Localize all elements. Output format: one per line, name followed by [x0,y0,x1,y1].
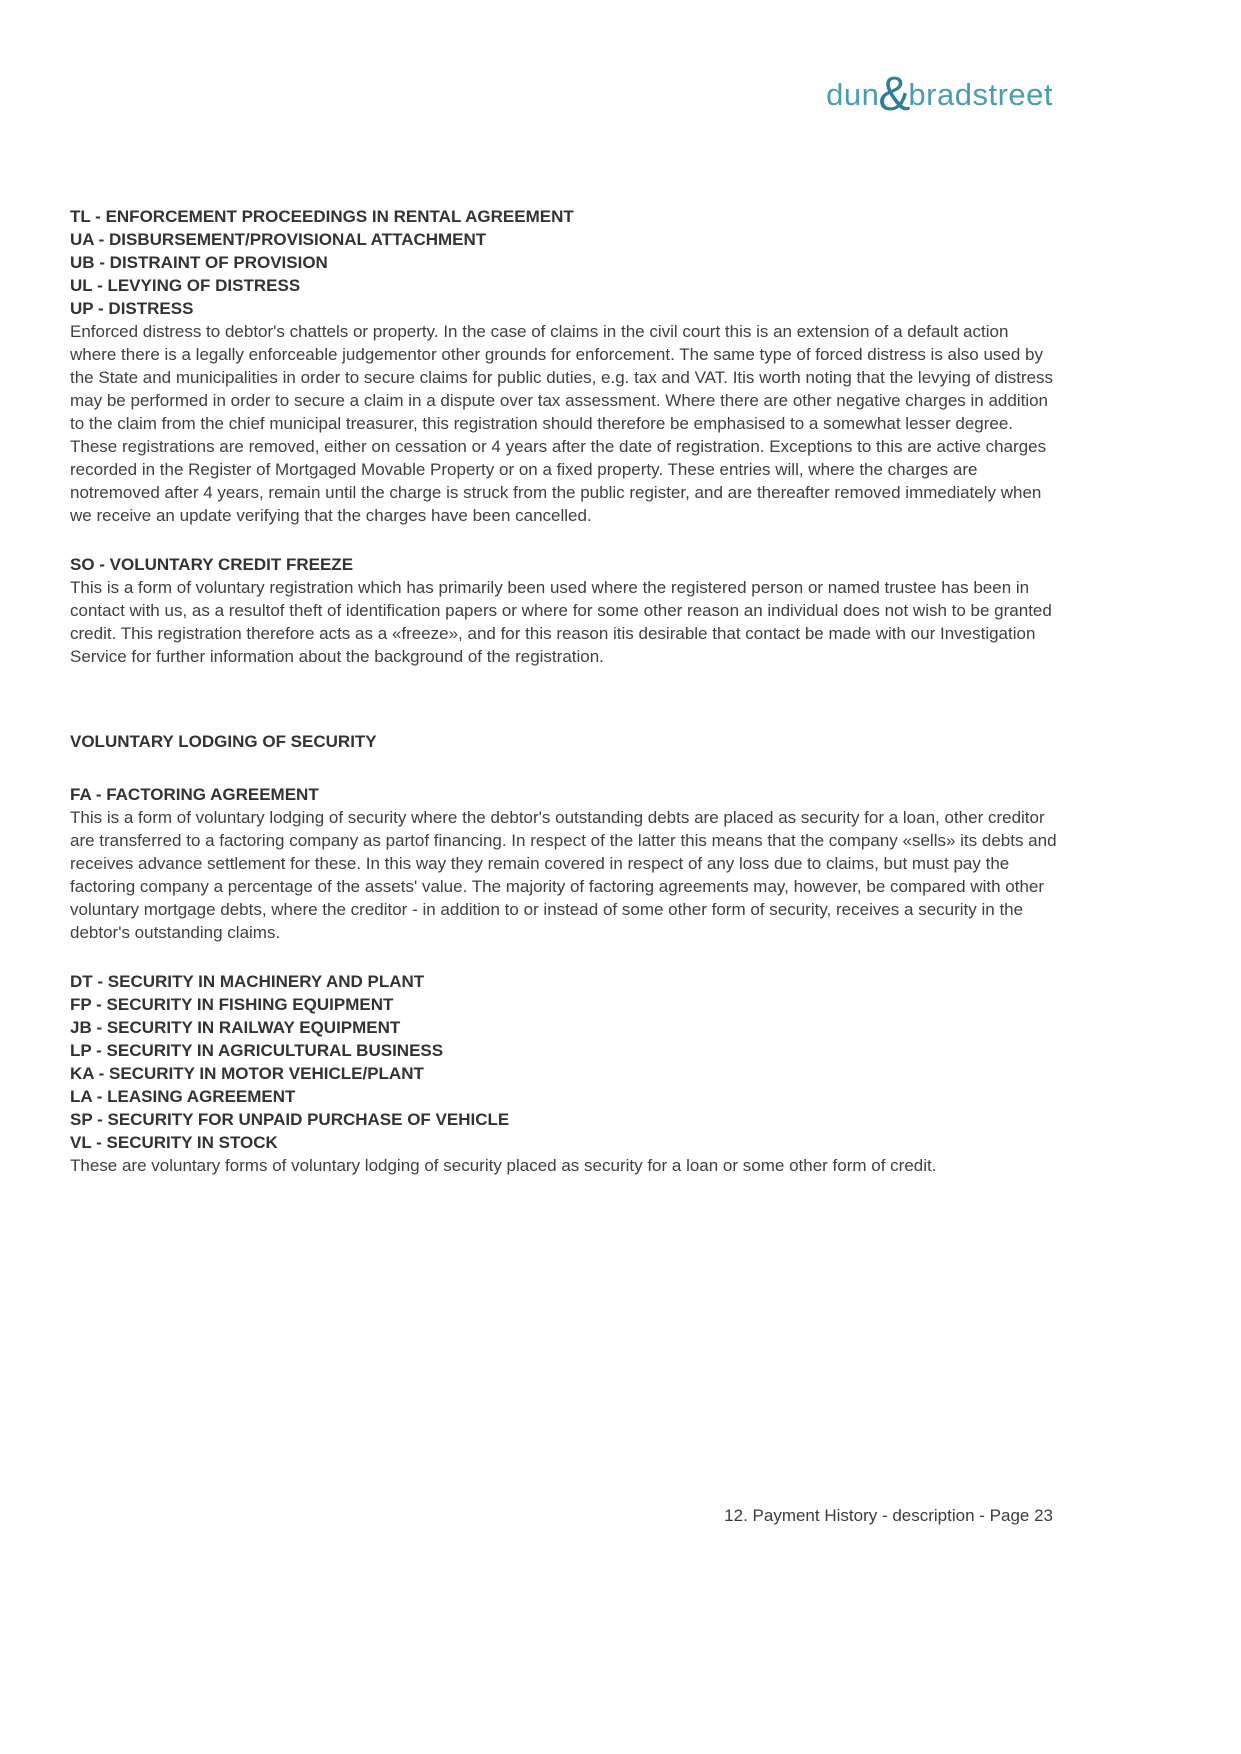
section-enforcement-codes [70,205,1058,527]
factoring-description: This is a form of voluntary lodging of security where the debtor's outstanding debts are placed as security for a loan, other creditor are transferred to a factoring company as partof financing. In respect of the latter this means that the company «sells» its debts and receives advance settlement for these. In this way they remain covered in respect of any loss due to claims, but must pay the factoring company a percentage of the assets' value. The majority of factoring agreements may, however, be compared with other voluntary mortgage debts, where the creditor - in addition to or instead of some other form of security, receives a security in the debtor's outstanding claims. [70,808,1057,942]
code-heading-ub: UB - DISTRAINT OF PROVISION [70,253,328,272]
enforcement-description: Enforced distress to debtor's chattels or property. In the case of claims in the civil court this is an extension of a default action where there is a legally enforceable judgementor other grounds for enforcement. The same type of forced distress is also used by the State and municipalities in order to secure claims for public duties, e.g. tax and VAT. Itis worth noting that the levying of distress may be performed in order to secure a claim in a dispute over tax assessment. Where there are other negative charges in addition to the claim from the chief municipal treasurer, this registration should therefore be emphasised to a somewhat lesser degree. These registrations are removed, either on cessation or 4 years after the date of registration. Exceptions to this are active charges recorded in the Register of Mortgaged Movable Property or on a fixed property. These entries will, where the charges are notremoved after 4 years, remain until the charge is struck from the public register, and are thereafter removed immediately when we receive an update verifying that the charges have been cancelled. [70,322,1054,525]
section-credit-freeze [70,553,1058,668]
code-heading-la: LA - LEASING AGREEMENT [70,1087,296,1106]
code-heading-fa: FA - FACTORING AGREEMENT [70,785,319,804]
code-heading-jb: JB - SECURITY IN RAILWAY EQUIPMENT [70,1018,401,1037]
code-heading-ka: KA - SECURITY IN MOTOR VEHICLE/PLANT [70,1064,424,1083]
code-heading-vl: VL - SECURITY IN STOCK [70,1133,278,1152]
code-heading-sp: SP - SECURITY FOR UNPAID PURCHASE OF VEHICLE [70,1110,510,1129]
code-heading-so: SO - VOLUNTARY CREDIT FREEZE [70,555,354,574]
document-content [70,205,1058,1177]
section-voluntary-lodging [70,730,1058,753]
page-footer: 12. Payment History - description - Page 23 [724,1506,1053,1525]
code-heading-lp: LP - SECURITY IN AGRICULTURAL BUSINESS [70,1041,444,1060]
voluntary-lodging-title: VOLUNTARY LODGING OF SECURITY [70,732,377,751]
logo-text-bradstreet: bradstreet [908,77,1053,112]
logo-ampersand-icon: & [878,68,911,121]
code-heading-ua: UA - DISBURSEMENT/PROVISIONAL ATTACHMENT [70,230,487,249]
logo-text-dun: dun [826,77,880,112]
section-factoring [70,783,1058,944]
code-heading-dt: DT - SECURITY IN MACHINERY AND PLANT [70,972,425,991]
section-security-codes [70,970,1058,1177]
brand-logo [826,66,1053,121]
security-codes-description: These are voluntary forms of voluntary lodging of security placed as security for a loan or some other form of credit. [70,1156,937,1175]
code-heading-fp: FP - SECURITY IN FISHING EQUIPMENT [70,995,394,1014]
code-heading-tl: TL - ENFORCEMENT PROCEEDINGS IN RENTAL AGREEMENT [70,207,574,226]
credit-freeze-description: This is a form of voluntary registration which has primarily been used where the registered person or named trustee has been in contact with us, as a resultof theft of identification papers or where for some other reason an individual does not wish to be granted credit. This registration therefore acts as a «freeze», and for this reason itis desirable that contact be made with our Investigation Service for further information about the background of the registration. [70,578,1052,666]
code-heading-ul: UL - LEVYING OF DISTRESS [70,276,301,295]
code-heading-up: UP - DISTRESS [70,299,194,318]
